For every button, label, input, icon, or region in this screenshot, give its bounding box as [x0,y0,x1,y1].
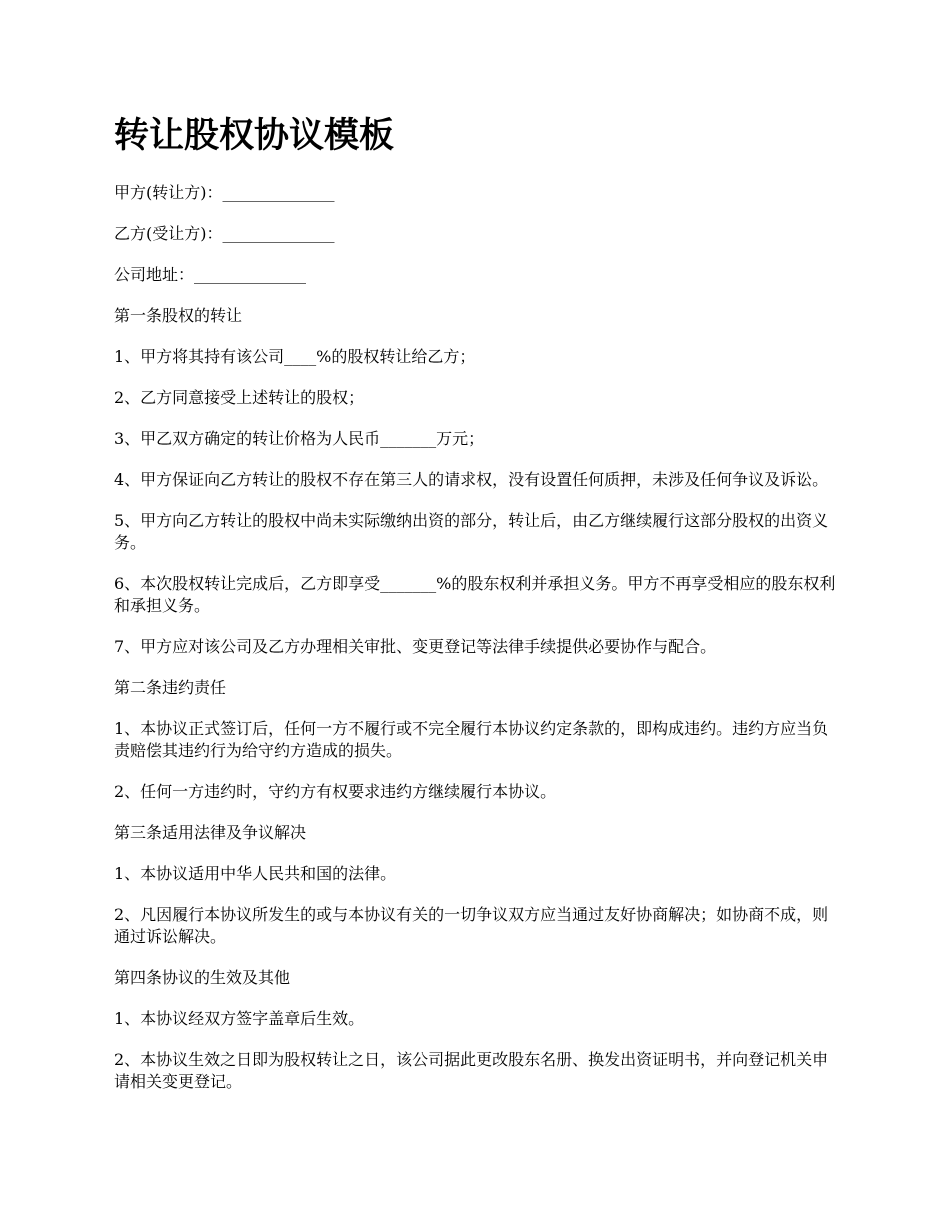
article-4-heading: 第四条协议的生效及其他 [114,968,291,987]
document-title: 转让股权协议模板 [114,115,395,156]
article-2-clause-1: 1、本协议正式签订后，任何一方不履行或不完全履行本协议约定条款的，即构成违约。违约方应当负责赔偿其违约行为给守约方造成的损失。 [114,719,829,760]
party-b-line: 乙方(受让方)：______________ [114,224,335,243]
article-1-clause-2: 2、乙方同意接受上述转让的股权； [114,388,365,407]
article-1-heading: 第一条股权的转让 [114,306,243,325]
article-1-clause-4: 4、甲方保证向乙方转让的股权不存在第三人的请求权，没有设置任何质押，未涉及任何争议及诉讼。 [114,470,829,489]
article-4-clause-2: 2、本协议生效之日即为股权转让之日，该公司据此更改股东名册、换发出资证明书，并向登记机关申请相关变更登记。 [114,1050,829,1091]
article-3-clause-2: 2、凡因履行本协议所发生的或与本协议有关的一切争议双方应当通过友好协商解决；如协商不成，则通过诉讼解决。 [114,905,829,946]
company-address-line: 公司地址：______________ [114,265,307,284]
document-page [114,112,836,1112]
party-a-line: 甲方(转让方)：______________ [114,183,335,202]
article-1-clause-7: 7、甲方应对该公司及乙方办理相关审批、变更登记等法律手续提供必要协作与配合。 [114,637,717,656]
article-2-heading: 第二条违约责任 [114,678,227,697]
article-1-clause-5: 5、甲方向乙方转让的股权中尚未实际缴纳出资的部分，转让后，由乙方继续履行这部分股权的出资义务。 [114,511,829,552]
article-1-clause-3: 3、甲乙双方确定的转让价格为人民币_______万元； [114,429,485,448]
article-3-clause-1: 1、本协议适用中华人民共和国的法律。 [114,864,397,883]
article-2-clause-2: 2、任何一方违约时，守约方有权要求违约方继续履行本协议。 [114,782,557,801]
article-1-clause-6: 6、本次股权转让完成后，乙方即享受_______%的股东权利并承担义务。甲方不再享受相应的股东权利和承担义务。 [114,574,836,615]
article-3-heading: 第三条适用法律及争议解决 [114,823,307,842]
article-1-clause-1: 1、甲方将其持有该公司____%的股权转让给乙方； [114,347,476,366]
article-4-clause-1: 1、本协议经双方签字盖章后生效。 [114,1009,365,1028]
